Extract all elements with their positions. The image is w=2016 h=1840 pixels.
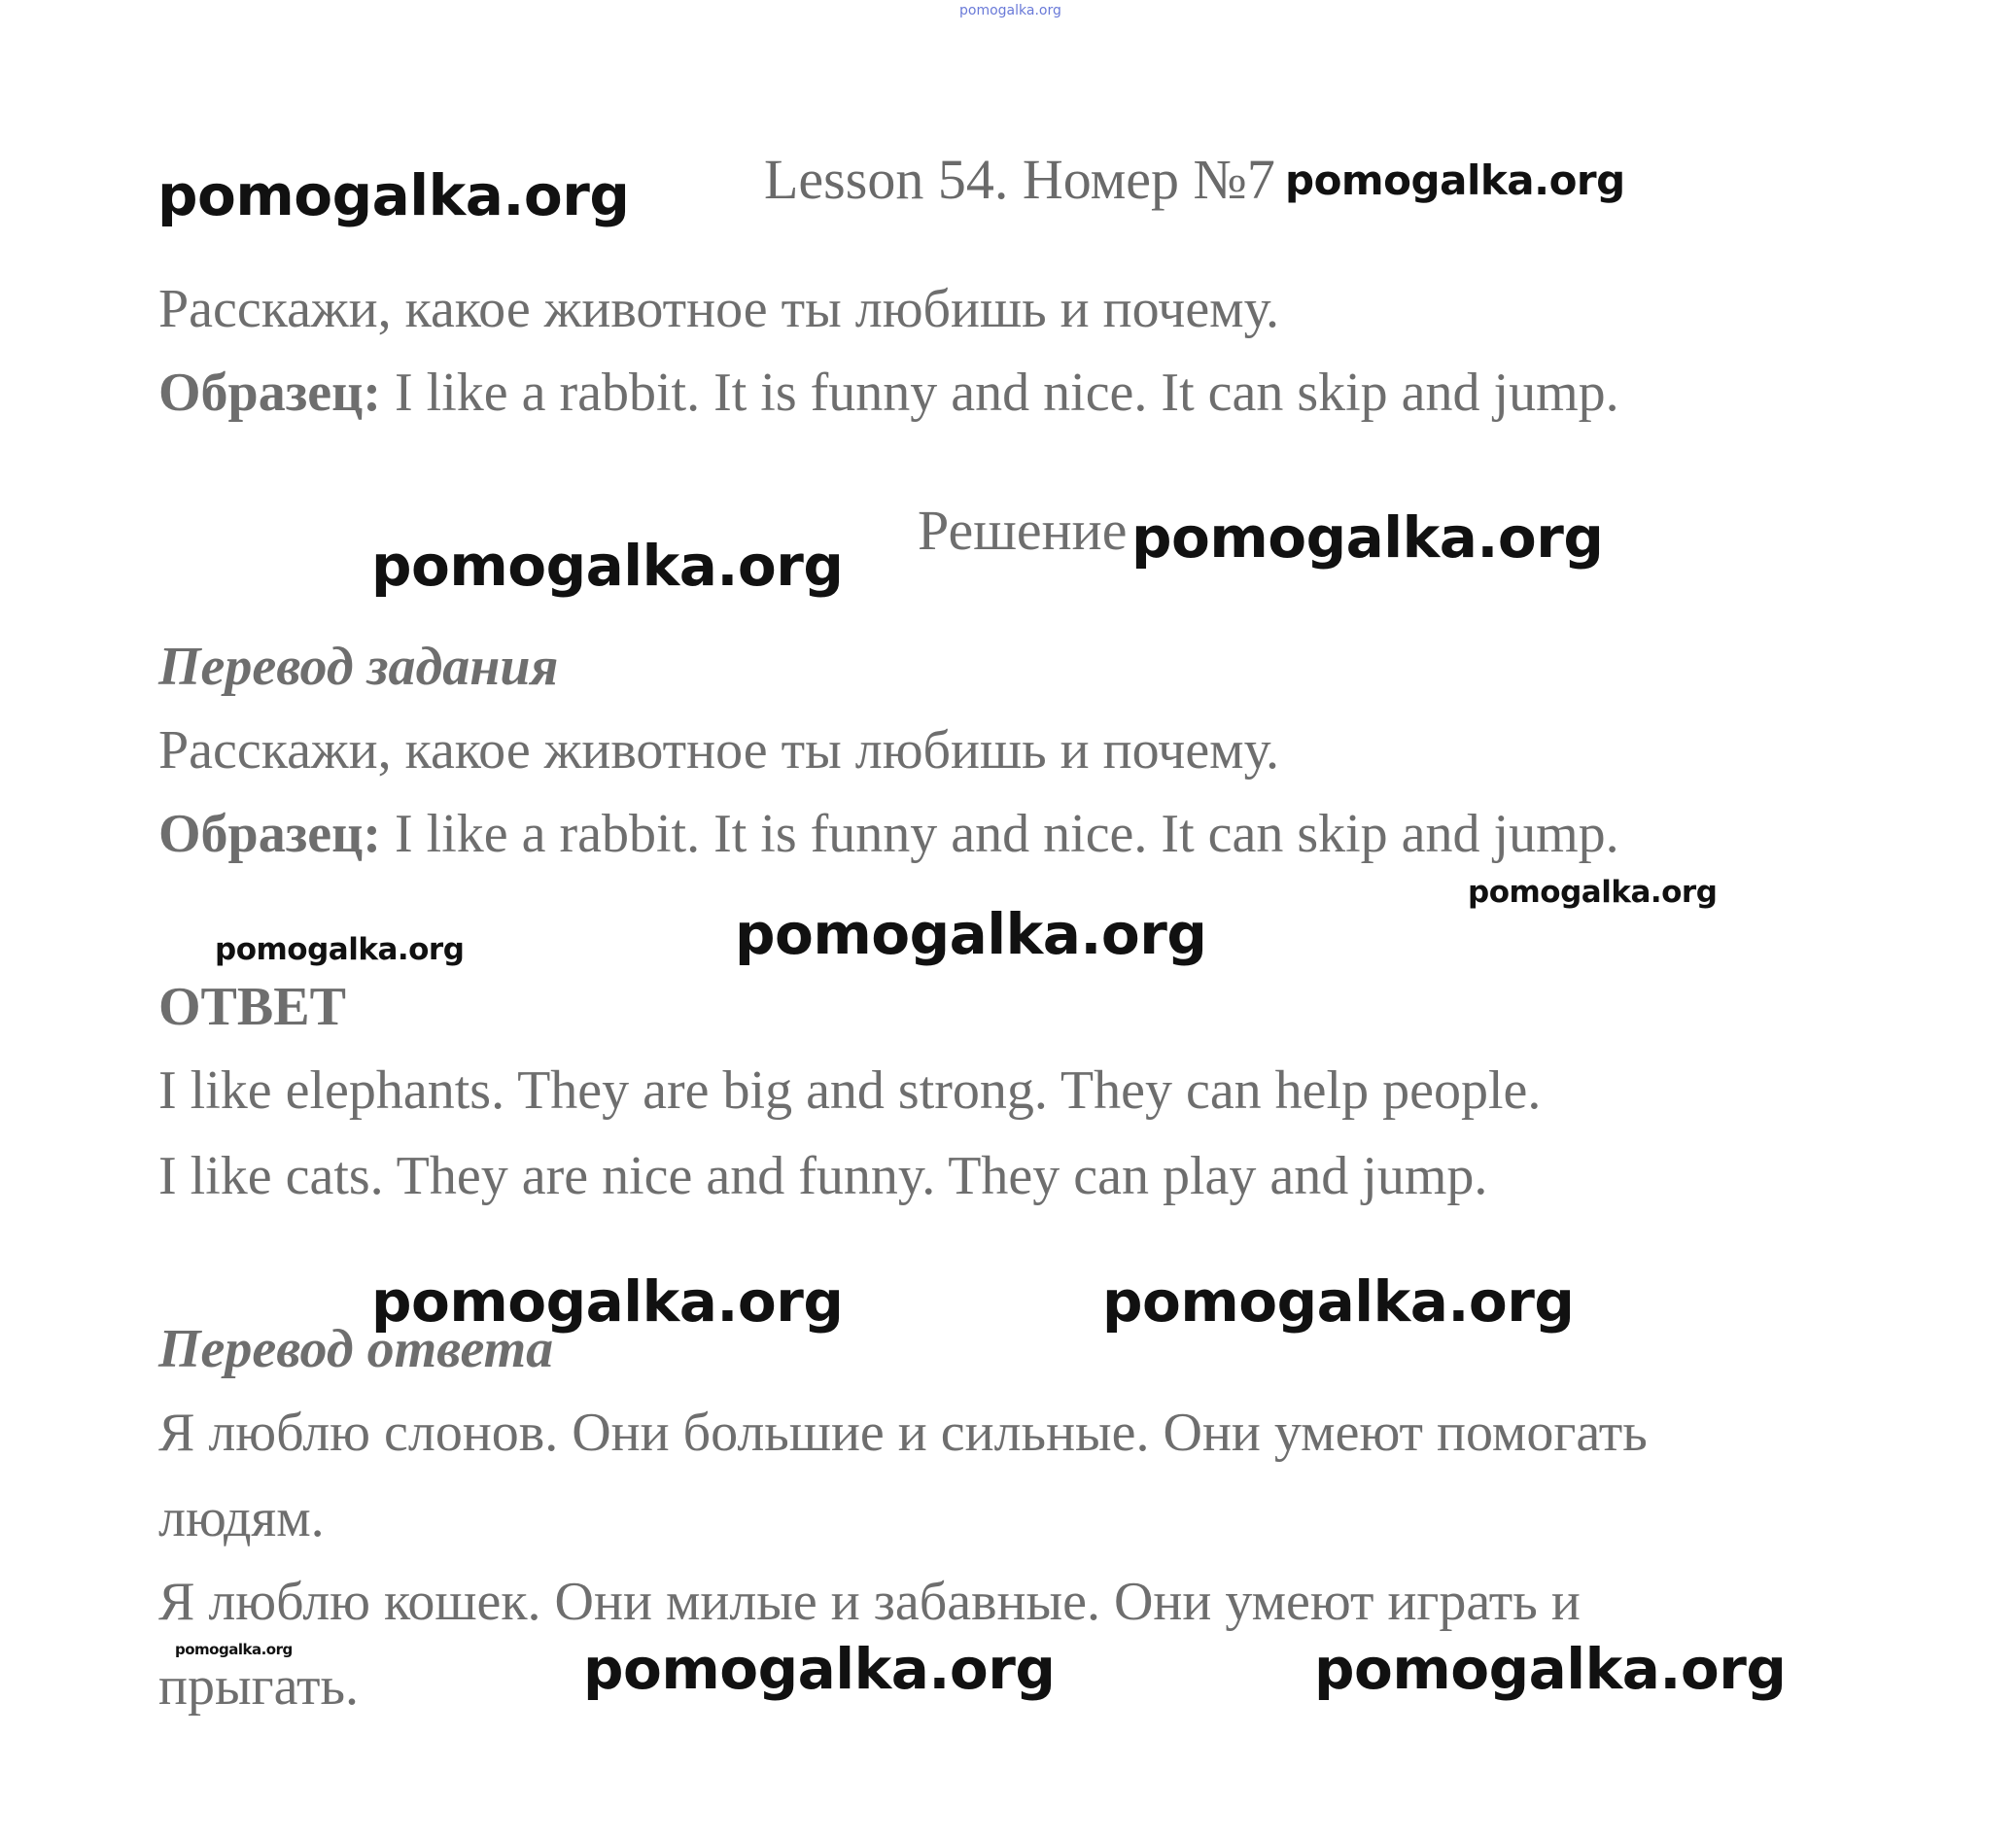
answer-heading: ОТВЕТ	[158, 977, 346, 1037]
sample-text: I like a rabbit. It is funny and nice. It can skip and jump.	[380, 804, 1619, 864]
watermark-top: pomogalka.org	[959, 3, 1061, 18]
task-sample	[158, 363, 1619, 423]
sample-label: Образец:	[158, 804, 381, 864]
watermark: pomogalka.org	[215, 932, 465, 967]
task-prompt: Расскажи, какое животное ты любишь и почему.	[158, 279, 1280, 339]
answer-translation-line: прыгать.	[158, 1656, 359, 1717]
watermark: pomogalka.org	[1285, 156, 1625, 204]
answer-line: I like elephants. They are big and strong. They can help people.	[158, 1060, 1542, 1121]
solution-heading: Решение	[918, 499, 1128, 562]
answer-translation-line: Я люблю кошек. Они милые и забавные. Они умеют играть и	[158, 1572, 1581, 1632]
watermark: pomogalka.org	[583, 1636, 1056, 1702]
answer-translation-line: Я люблю слонов. Они большие и сильные. Они умеют помогать	[158, 1403, 1648, 1463]
watermark: pomogalka.org	[735, 901, 1207, 967]
watermark: pomogalka.org	[175, 1641, 293, 1658]
watermark: pomogalka.org	[1102, 1268, 1575, 1335]
watermark: pomogalka.org	[1468, 875, 1718, 910]
sample-text: I like a rabbit. It is funny and nice. It can skip and jump.	[380, 363, 1619, 423]
watermark: pomogalka.org	[371, 533, 844, 599]
answer-translation-line: людям.	[158, 1488, 325, 1548]
watermark: pomogalka.org	[371, 1268, 844, 1335]
translation-heading: Перевод задания	[158, 637, 559, 697]
translation-prompt: Расскажи, какое животное ты любишь и почему.	[158, 720, 1280, 781]
sample-label: Образец:	[158, 363, 381, 423]
watermark: pomogalka.org	[157, 162, 630, 228]
page-title: Lesson 54. Номер №7	[764, 148, 1275, 211]
watermark: pomogalka.org	[1314, 1636, 1787, 1702]
answer-translation-heading: Перевод ответа	[158, 1319, 554, 1379]
translation-sample	[158, 804, 1619, 864]
answer-line: I like cats. They are nice and funny. They can play and jump.	[158, 1146, 1488, 1206]
watermark: pomogalka.org	[1131, 504, 1604, 571]
